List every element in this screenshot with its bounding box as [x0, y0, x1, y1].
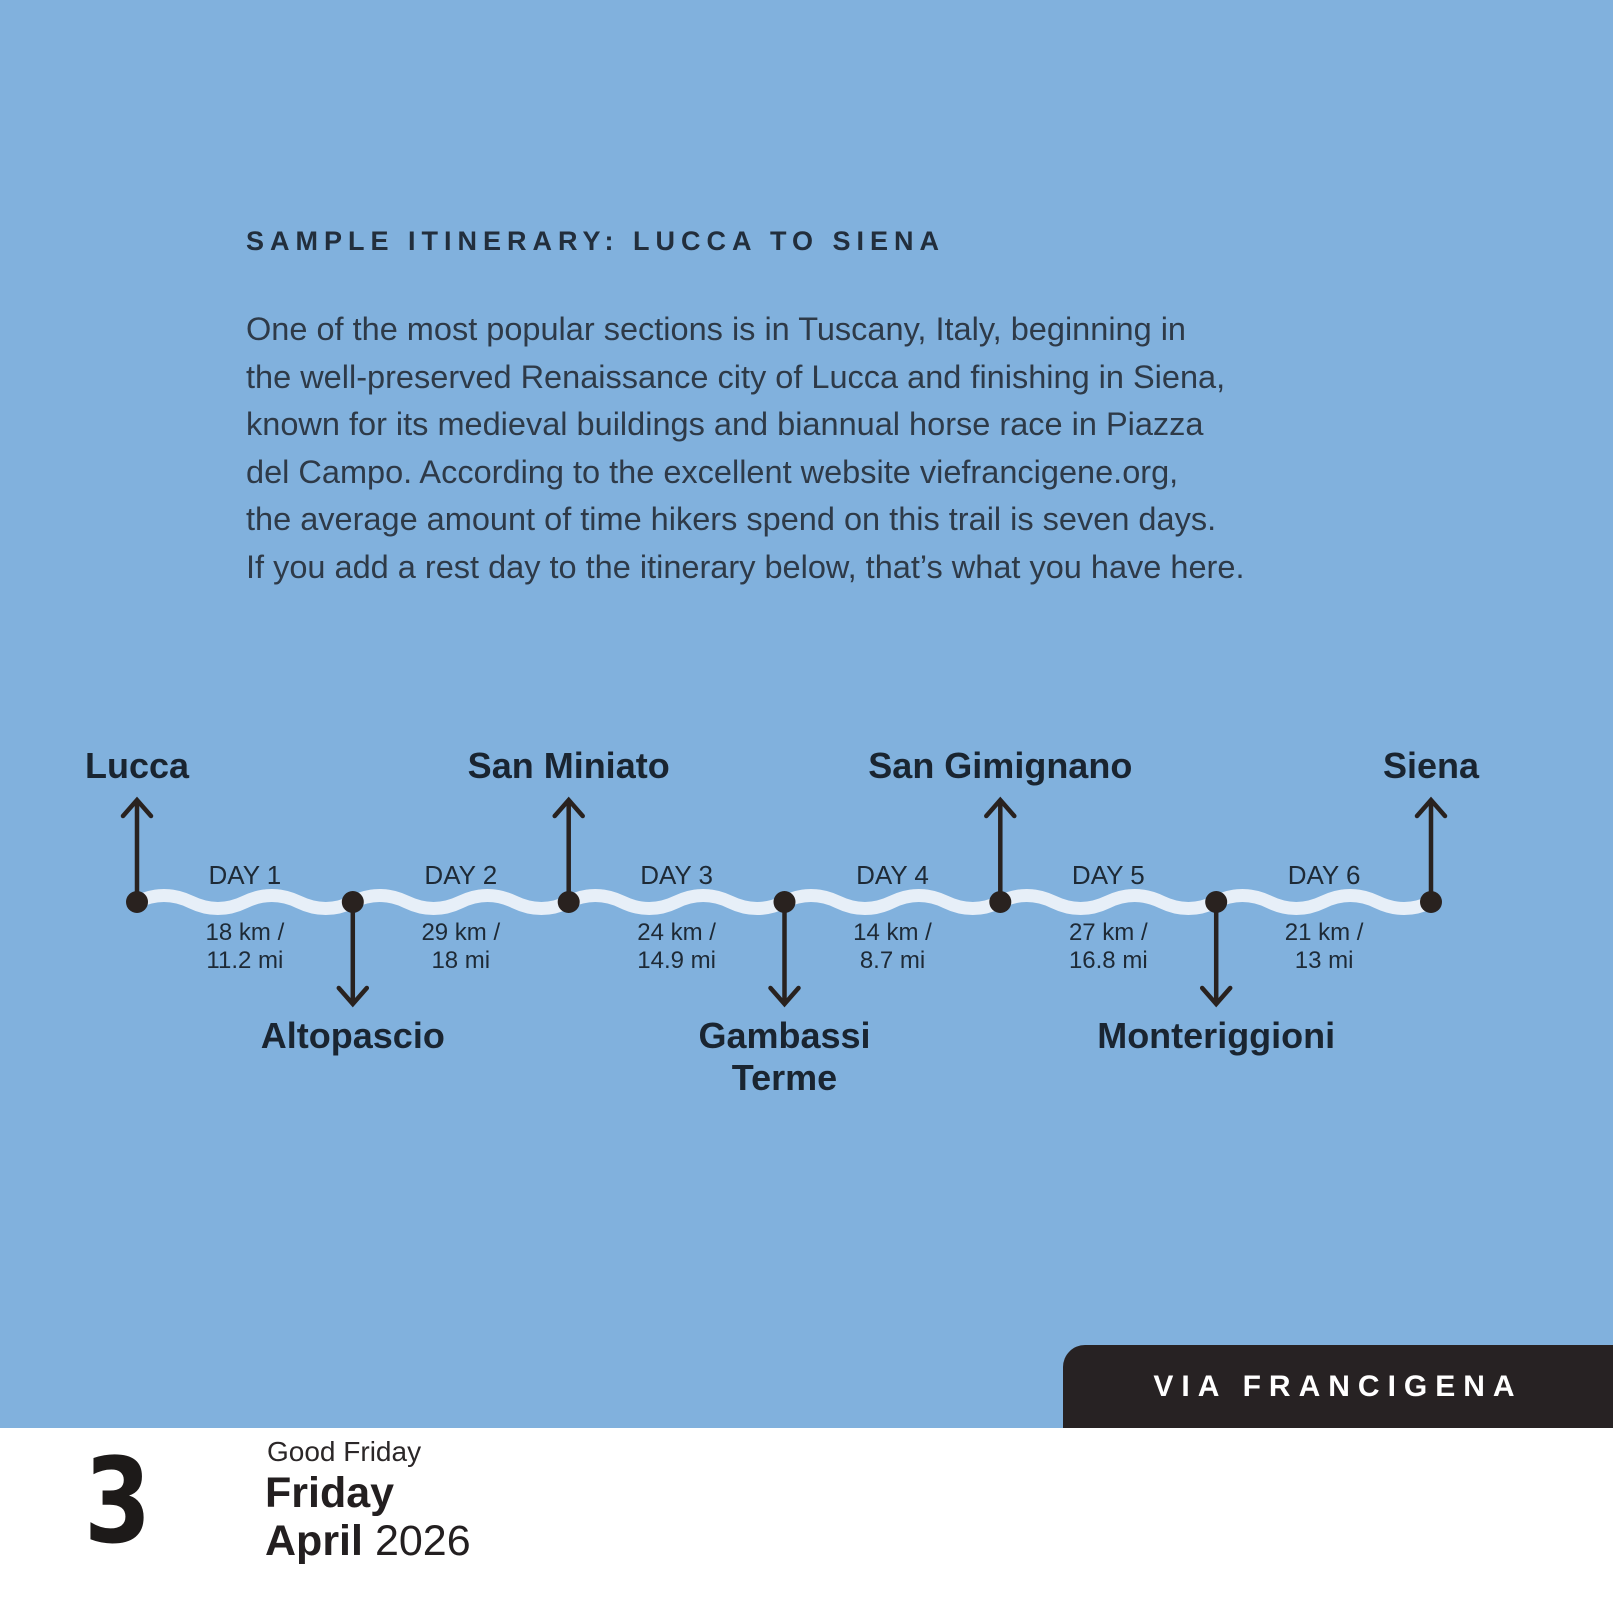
trail-name-badge [1063, 1345, 1613, 1428]
distance-km: 29 km / [421, 919, 501, 946]
down-arrow-icon [1202, 908, 1230, 1004]
distance-mi: 8.7 mi [859, 947, 926, 974]
down-arrow-icon [771, 908, 799, 1004]
intro-line: del Campo. According to the excellent website viefrancigene.org, [246, 453, 1179, 490]
month-label: April [265, 1517, 363, 1565]
distance-label-4 [853, 919, 932, 975]
up-arrow-icon [555, 800, 583, 896]
distance-label-3 [637, 919, 716, 975]
route-dot [989, 891, 1011, 913]
day-number: 3 [84, 1432, 152, 1570]
stop-label-lucca: Lucca [84, 745, 190, 786]
year-label: 2026 [374, 1517, 471, 1565]
stop-label-san-miniato: San Miniato [467, 745, 670, 786]
trail-name-label: VIA FRANCIGENA [1153, 1369, 1523, 1403]
stop-label-siena: Siena [1382, 745, 1480, 786]
distance-mi: 13 mi [1294, 947, 1354, 974]
distance-km: 21 km / [1284, 919, 1364, 946]
holiday-label: Good Friday [267, 1436, 422, 1467]
calendar-footer [0, 1428, 1613, 1613]
distance-km: 27 km / [1068, 919, 1148, 946]
distance-label-2 [421, 919, 500, 975]
weekday-label: Friday [265, 1469, 395, 1517]
stop-label-altopascio: Altopascio [260, 1015, 445, 1056]
up-arrow-icon [1417, 800, 1445, 896]
distance-mi: 11.2 mi [206, 947, 284, 974]
day-label-3: DAY 3 [640, 860, 713, 890]
intro-line: known for its medieval buildings and biannual horse race in Piazza [246, 406, 1204, 442]
distance-mi: 18 mi [431, 947, 491, 974]
intro-line: the average amount of time hikers spend on this trail is seven days. [246, 501, 1217, 537]
distance-label-6 [1285, 919, 1364, 975]
day-label-6: DAY 6 [1287, 860, 1361, 890]
stop-label-monteriggioni: Monteriggioni [1097, 1015, 1336, 1056]
page-title: SAMPLE ITINERARY: LUCCA TO SIENA [246, 226, 946, 256]
day-label-4: DAY 4 [856, 860, 929, 890]
route-dot [558, 891, 580, 913]
intro-line: One of the most popular sections is in Tuscany, Italy, beginning in [246, 311, 1187, 347]
up-arrow-icon [986, 800, 1014, 896]
distance-label-1 [206, 919, 285, 975]
down-arrow-icon [339, 908, 367, 1004]
route-dot [774, 891, 796, 913]
stop-label-gambassi-terme: Gambassi Terme [698, 1015, 871, 1098]
intro-line: the well-preserved Renaissance city of Lucca and finishing in Siena, [246, 358, 1226, 395]
month-year-label [265, 1517, 471, 1566]
route-dot [342, 891, 364, 913]
day-label-2: DAY 2 [424, 860, 498, 890]
distance-km: 18 km / [205, 919, 285, 946]
distance-km: 24 km / [637, 919, 716, 946]
distance-mi: 14.9 mi [637, 947, 716, 974]
day-label-1: DAY 1 [208, 860, 282, 890]
route-dot [1205, 891, 1227, 913]
stop-label-san-gimignano: San Gimignano [868, 745, 1133, 786]
distance-km: 14 km / [853, 919, 932, 946]
distance-mi: 16.8 mi [1068, 947, 1148, 974]
route-dot [1420, 891, 1442, 913]
up-arrow-icon [123, 800, 151, 896]
day-label-5: DAY 5 [1071, 860, 1145, 890]
distance-label-5 [1069, 919, 1148, 975]
route-dot [126, 891, 148, 913]
intro-line: If you add a rest day to the itinerary below, that’s what you have here. [246, 548, 1245, 585]
